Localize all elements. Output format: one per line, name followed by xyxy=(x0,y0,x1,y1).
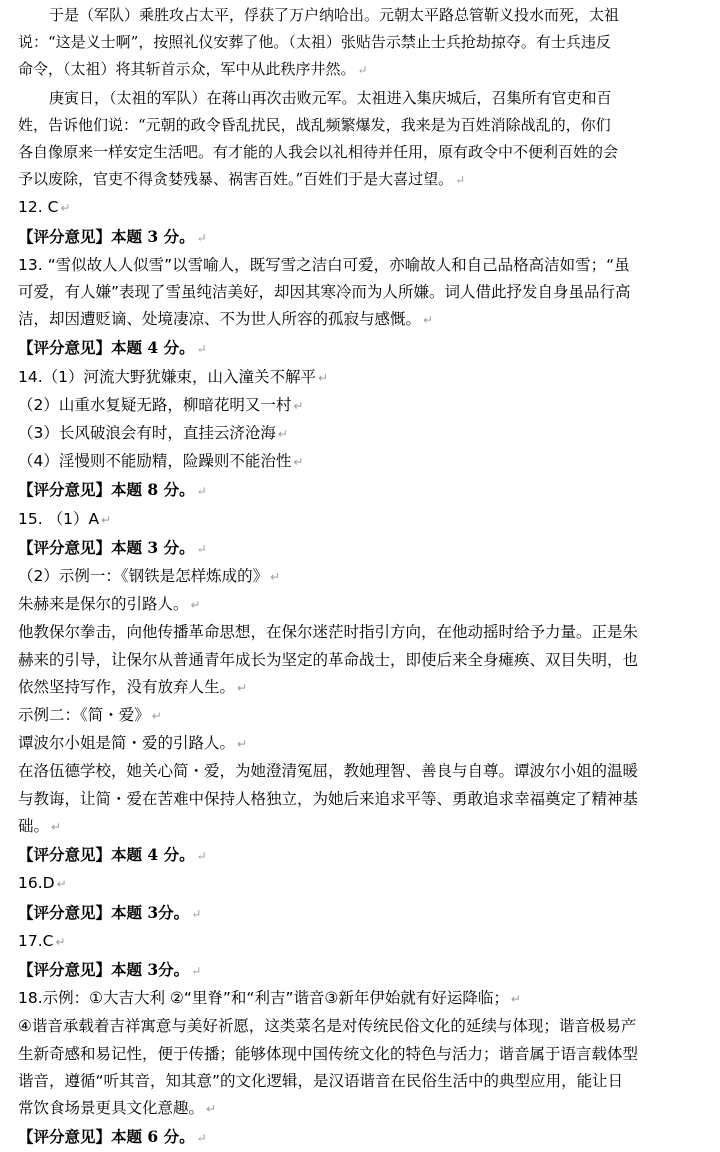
paragraph-mark-icon: ↵ xyxy=(55,934,66,949)
text-line xyxy=(18,730,710,758)
text-line xyxy=(18,1068,710,1095)
paragraph-mark-icon: ↵ xyxy=(455,173,466,188)
text-line xyxy=(18,591,710,619)
line-text: 各自像原来一样安定生活吧。有才能的人我会以礼相待并任用，原有政令中不便利百姓的会 xyxy=(18,143,619,162)
line-text: 姓，告诉他们说：“元朝的政令昏乱扰民，战乱频繁爆发，我来是为百姓消除战乱的，你们 xyxy=(18,115,611,134)
paragraph-mark-icon: ↵ xyxy=(60,201,71,216)
text-line xyxy=(18,870,710,898)
text-line xyxy=(18,29,710,56)
text-line xyxy=(18,702,710,730)
line-text: 他教保尔拳击，向他传播革命思想，在保尔迷茫时指引方向，在他动摇时给予力量。正是朱 xyxy=(18,623,639,642)
paragraph-mark-icon: ↵ xyxy=(237,680,248,695)
grading-note-line xyxy=(18,476,710,505)
grading-note-line xyxy=(18,534,710,563)
text-line xyxy=(18,1095,710,1123)
grading-note-line xyxy=(18,956,710,985)
line-text: （2）示例一：《钢铁是怎样炼成的》 xyxy=(18,567,269,586)
text-line xyxy=(18,194,710,222)
line-text: 常饮食场景更具文化意趣。 xyxy=(18,1098,205,1117)
grading-note-line xyxy=(18,1123,710,1152)
text-line xyxy=(18,928,710,956)
line-text: 18.示例：①大吉大利 ②“里脊”和“利吉”谐音③新年伊始就有好运降临； xyxy=(18,989,509,1008)
grading-note-line xyxy=(18,334,710,363)
line-text: 朱赫来是保尔的引路人。 xyxy=(18,595,189,614)
paragraph-mark-icon: ↵ xyxy=(423,313,434,328)
line-text: 洁，却因遭贬谪、处境凄凉、不为世人所容的孤寂与感慨。 xyxy=(18,310,422,329)
paragraph-mark-icon: ↵ xyxy=(293,398,304,413)
line-text: 【评分意见】本题 3分。 xyxy=(18,959,190,979)
paragraph-mark-icon: ↵ xyxy=(196,1131,207,1146)
text-line xyxy=(18,985,710,1013)
text-line xyxy=(18,139,710,166)
line-text: 生新奇感和易记性，便于传播；能够体现中国传统文化的特色与活力；谐音属于语言载体型 xyxy=(18,1044,639,1063)
text-line xyxy=(18,306,710,334)
line-text: 14.（1）河流大野犹嫌束，山入潼关不解平 xyxy=(18,367,317,386)
line-text: 【评分意见】本题 6 分。 xyxy=(18,1127,195,1147)
grading-note-line xyxy=(18,899,710,928)
line-text: 【评分意见】本题 3 分。 xyxy=(18,537,195,557)
line-text: 13. “雪似故人人似雪”以雪喻人，既写雪之洁白可爱，亦喻故人和自己品格高洁如雪；“虽 xyxy=(18,255,630,274)
paragraph-mark-icon: ↵ xyxy=(270,570,281,585)
line-text: （4）淫慢则不能励精，险躁则不能治性 xyxy=(18,452,292,471)
line-text: 【评分意见】本题 4 分。 xyxy=(18,845,195,865)
text-line xyxy=(18,619,710,646)
paragraph-mark-icon: ↵ xyxy=(277,427,288,442)
line-text: 【评分意见】本题 8 分。 xyxy=(18,480,195,500)
paragraph-mark-icon: ↵ xyxy=(56,877,67,892)
paragraph-mark-icon: ↵ xyxy=(190,598,201,613)
text-line xyxy=(18,420,710,448)
text-line xyxy=(18,647,710,674)
paragraph-mark-icon: ↵ xyxy=(51,819,62,834)
text-line xyxy=(18,448,710,476)
grading-note-line xyxy=(18,223,710,252)
text-line xyxy=(18,112,710,139)
line-text: 赫来的引导，让保尔从普通青年成长为坚定的革命战士，即使后来全身瘫痪、双目失明，也 xyxy=(18,650,639,669)
line-text: ④谐音承载着吉祥寓意与美好祈愿，这类菜名是对传统民俗文化的延续与体现；谐音极易产 xyxy=(18,1017,637,1036)
line-text: 【评分意见】本题 3 分。 xyxy=(18,226,195,246)
line-text: 谐音，遵循“听其音，知其意”的文化逻辑，是汉语谐音在民俗生活中的典型应用，能让日 xyxy=(18,1071,624,1090)
text-line xyxy=(18,252,710,279)
line-text: 础。 xyxy=(18,816,50,835)
line-text: 15. （1）A xyxy=(18,509,100,528)
line-text: （3）长风破浪会有时，直挂云济沧海 xyxy=(18,424,276,443)
text-line xyxy=(18,786,710,813)
text-line xyxy=(18,674,710,702)
text-line xyxy=(18,1041,710,1068)
text-line xyxy=(18,166,710,194)
line-text: 16.D xyxy=(18,874,55,893)
paragraph-mark-icon: ↵ xyxy=(151,709,162,724)
text-line xyxy=(18,364,710,392)
paragraph-mark-icon: ↵ xyxy=(196,484,207,499)
text-line xyxy=(18,563,710,591)
paragraph-mark-icon: ↵ xyxy=(191,963,202,978)
line-text: 庚寅日，（太祖的军队）在蒋山再次击败元军。太祖进入集庆城后，召集所有官吏和百 xyxy=(49,88,612,107)
line-text: 命令，（太祖）将其斩首示众，军中从此秩序井然。 xyxy=(18,60,356,79)
text-line xyxy=(18,392,710,420)
line-text: 可爱，有人嫌”表现了雪虽纯洁美好，却因其寒冷而为人所嫌。词人借此抒发自身虽品行高 xyxy=(18,283,631,302)
line-text: 说：“这是义士啊”，按照礼仪安葬了他。（太祖）张贴告示禁止士兵抢劫掠夺。有士兵违反 xyxy=(18,33,611,52)
text-line xyxy=(18,506,710,534)
paragraph-mark-icon: ↵ xyxy=(293,455,304,470)
line-text: 予以废除，官吏不得贪婪残暴、祸害百姓。”百姓们于是大喜过望。 xyxy=(18,170,454,189)
paragraph-mark-icon: ↵ xyxy=(196,541,207,556)
text-line xyxy=(18,813,710,841)
text-line xyxy=(18,85,710,112)
text-line xyxy=(18,2,710,29)
text-line xyxy=(18,758,710,785)
paragraph-mark-icon: ↵ xyxy=(318,370,329,385)
grading-note-line xyxy=(18,841,710,870)
paragraph-mark-icon: ↵ xyxy=(191,906,202,921)
line-text: 12. C xyxy=(18,198,59,217)
line-text: 【评分意见】本题 3分。 xyxy=(18,902,190,922)
paragraph-mark-icon: ↵ xyxy=(237,737,248,752)
line-text: 示例二：《简・爱》 xyxy=(18,706,150,725)
line-text: 于是（军队）乘胜攻占太平，俘获了万户纳哈出。元朝太平路总管靳义投水而死，太祖 xyxy=(49,6,620,24)
text-line xyxy=(18,1013,710,1040)
line-text: 谭波尔小姐是简・爱的引路人。 xyxy=(18,734,236,753)
line-text: （2）山重水复疑无路，柳暗花明又一村 xyxy=(18,395,292,414)
line-text: 依然坚持写作，没有放弃人生。 xyxy=(18,677,236,696)
paragraph-mark-icon: ↵ xyxy=(357,63,368,78)
paragraph-mark-icon: ↵ xyxy=(196,230,207,245)
line-text: 17.C xyxy=(18,931,54,950)
paragraph-mark-icon: ↵ xyxy=(196,849,207,864)
paragraph-mark-icon: ↵ xyxy=(510,992,521,1007)
line-text: 与教诲，让简・爱在苦难中保持人格独立，为她后来追求平等、勇敢追求幸福奠定了精神基 xyxy=(18,789,639,808)
line-text: 在洛伍德学校，她关心简・爱，为她澄清冤屈，教她理智、善良与自尊。谭波尔小姐的温暖 xyxy=(18,762,639,781)
paragraph-mark-icon: ↵ xyxy=(101,512,112,527)
paragraph-mark-icon: ↵ xyxy=(206,1101,217,1116)
text-line xyxy=(18,279,710,306)
line-text: 【评分意见】本题 4 分。 xyxy=(18,338,195,358)
paragraph-mark-icon: ↵ xyxy=(196,342,207,357)
text-line xyxy=(18,56,710,84)
